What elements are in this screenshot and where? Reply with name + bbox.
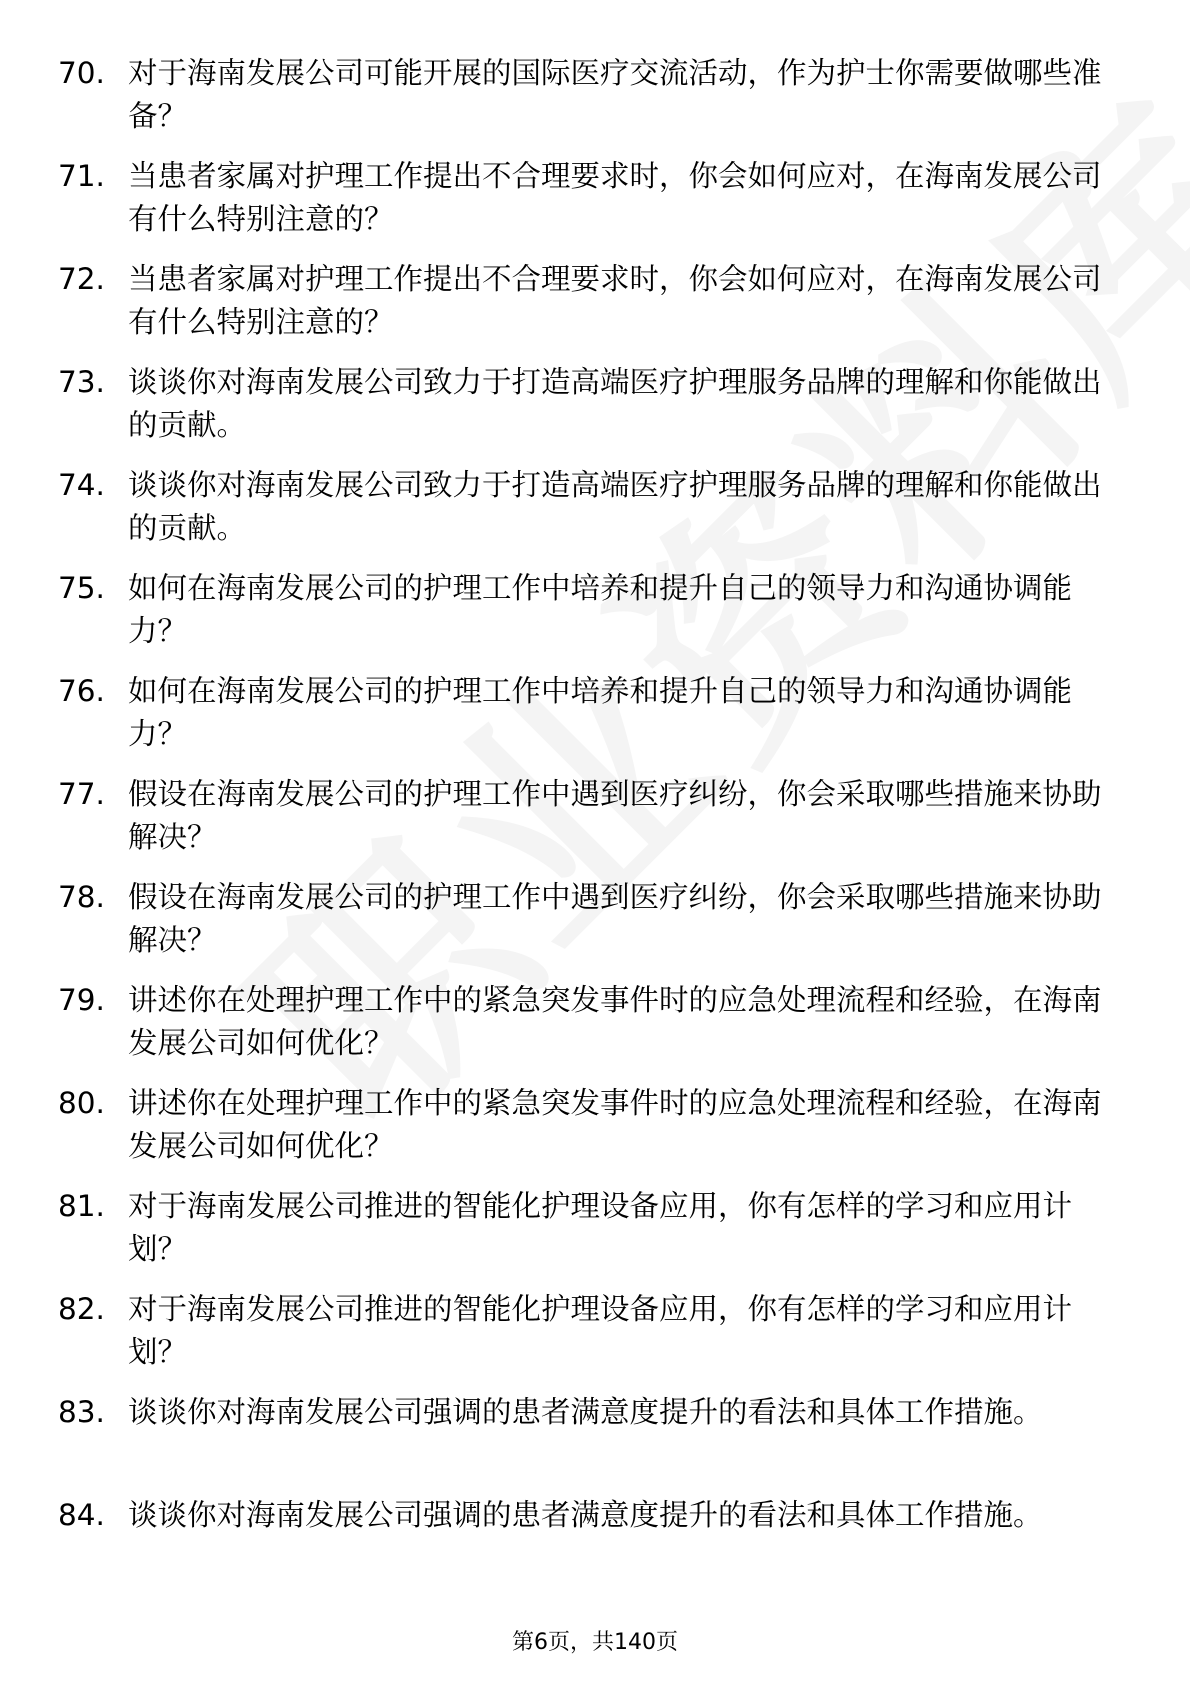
question-item <box>0 1288 1190 1391</box>
question-number: 72. <box>58 262 105 296</box>
page-footer: 第6页，共140页 <box>512 1630 678 1655</box>
question-number: 83. <box>58 1395 105 1429</box>
question-text: 对于海南发展公司可能开展的国际医疗交流活动，作为护士你需要做哪些准备？ <box>128 56 1102 133</box>
question-number: 81. <box>58 1189 105 1223</box>
question-item <box>0 1494 1190 1597</box>
question-number: 74. <box>58 468 105 502</box>
question-item <box>0 1082 1190 1185</box>
question-item <box>0 52 1190 155</box>
question-text: 如何在海南发展公司的护理工作中培养和提升自己的领导力和沟通协调能力？ <box>128 674 1073 751</box>
question-number: 76. <box>58 674 105 708</box>
question-number: 77. <box>58 777 105 811</box>
question-text: 谈谈你对海南发展公司强调的患者满意度提升的看法和具体工作措施。 <box>128 1498 1043 1532</box>
question-number: 71. <box>58 159 105 193</box>
question-text: 谈谈你对海南发展公司致力于打造高端医疗护理服务品牌的理解和你能做出的贡献。 <box>128 365 1102 442</box>
question-number: 82. <box>58 1292 105 1326</box>
question-item <box>0 979 1190 1082</box>
question-item <box>0 155 1190 258</box>
question-number: 70. <box>58 56 105 90</box>
question-text: 如何在海南发展公司的护理工作中培养和提升自己的领导力和沟通协调能力？ <box>128 571 1073 648</box>
question-number: 78. <box>58 880 105 914</box>
question-item <box>0 670 1190 773</box>
question-item <box>0 361 1190 464</box>
question-text: 假设在海南发展公司的护理工作中遇到医疗纠纷，你会采取哪些措施来协助解决？ <box>128 777 1102 854</box>
question-text: 假设在海南发展公司的护理工作中遇到医疗纠纷，你会采取哪些措施来协助解决？ <box>128 880 1102 957</box>
question-item <box>0 773 1190 876</box>
question-item <box>0 1185 1190 1288</box>
question-text: 对于海南发展公司推进的智能化护理设备应用，你有怎样的学习和应用计划？ <box>128 1292 1073 1369</box>
question-item <box>0 567 1190 670</box>
question-number: 80. <box>58 1086 105 1120</box>
question-number: 79. <box>58 983 105 1017</box>
question-item <box>0 1391 1190 1494</box>
question-text: 当患者家属对护理工作提出不合理要求时，你会如何应对，在海南发展公司有什么特别注意的？ <box>128 159 1102 236</box>
question-number: 73. <box>58 365 105 399</box>
question-number: 75. <box>58 571 105 605</box>
question-item <box>0 876 1190 979</box>
question-item <box>0 258 1190 361</box>
question-text: 讲述你在处理护理工作中的紧急突发事件时的应急处理流程和经验，在海南发展公司如何优化？ <box>128 1086 1102 1163</box>
question-number: 84. <box>58 1498 105 1532</box>
question-text: 谈谈你对海南发展公司致力于打造高端医疗护理服务品牌的理解和你能做出的贡献。 <box>128 468 1102 545</box>
question-text: 谈谈你对海南发展公司强调的患者满意度提升的看法和具体工作措施。 <box>128 1395 1043 1429</box>
question-list <box>0 52 1190 1597</box>
question-item <box>0 464 1190 567</box>
question-text: 当患者家属对护理工作提出不合理要求时，你会如何应对，在海南发展公司有什么特别注意的？ <box>128 262 1102 339</box>
question-text: 对于海南发展公司推进的智能化护理设备应用，你有怎样的学习和应用计划？ <box>128 1189 1073 1266</box>
question-text: 讲述你在处理护理工作中的紧急突发事件时的应急处理流程和经验，在海南发展公司如何优化？ <box>128 983 1102 1060</box>
